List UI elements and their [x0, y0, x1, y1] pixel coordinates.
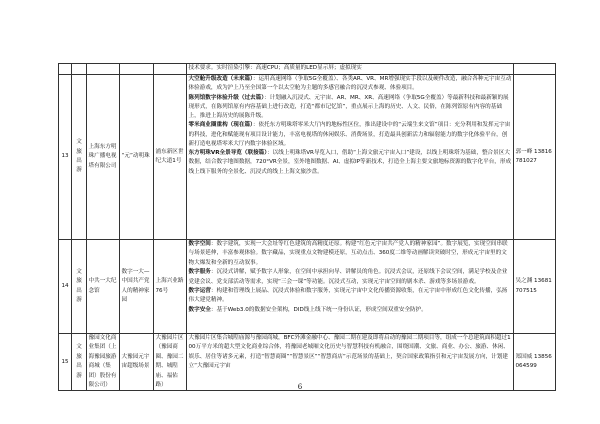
paragraph-title: 陈列馆数字体验升级（过去篇）: [188, 94, 265, 101]
content-paragraph: [189, 334, 512, 372]
cell-contact: 郑国威 13856064599: [514, 334, 556, 391]
content-paragraph: 数字运营：构建和管理线上展品、沉浸式体验和数字服务，实现元宇宙中文化传播资源收集，在元宇宙中形成红色文化传播，弘扬伟大建党精神。: [188, 288, 508, 304]
project-table: [58, 63, 556, 391]
paragraph-body: 构建和管理线上展品、沉浸式体验和数字服务，实现元宇宙中文化传播资源收集，在元宇宙中形成红色文化传播，弘扬伟大建党精神。: [188, 288, 508, 304]
paragraph-title: 数字服务: [188, 269, 211, 276]
cell-category: 文旅出游: [72, 240, 87, 334]
paragraph-body: 沉浸式讲解，赋予数字人形象，在空间中承担向导、讲解员的角色。沉浸式会议，还原线下会议空间，满足学校及企业党建会议、党支部活动等需求，实现“三会一课”等功能。沉浸式互动，实现元宇宙空间的剧本杀、游戏等多场景游戏。: [188, 269, 508, 285]
cell-project: 数字一大—中国共产党人的精神家园: [120, 240, 154, 334]
content-paragraph: 陈列馆数字体验升级（过去篇）：计划融入沉浸式、元宇宙、AR、MR、XR、高速网络（争取5G全覆盖）等最新科技和最新颖的展现形式，在陈列馆原有内容基础上进行改造，打造“都市记忆馆”，重点展示上海的历史、人文、民俗，在陈列馆原有内容的基础上，推进上海历史的展陈升级。: [188, 94, 509, 119]
content-paragraph: 数字空间：数字建筑，实现一大会址等红色建筑的高精度还原。构建“红色元宇宙共产党人的精神家园”。数字展览，实现空间串联与场景延伸，丰富参观体验。数字藏品，实现重点文物建模还原，互动点击、360度二维等动画解读突破时空，形成元宇宙里的文物大爆发和全新的互动叙事。: [188, 241, 508, 266]
paragraph-body: 计划融入沉浸式、元宇宙、AR、MR、XR、高速网络（争取5G全覆盖）等最新科技和最新颖的展现形式，在陈列馆原有内容基础上进行改造，打造“都市记忆馆”，重点展示上海的历史、人文、民俗，在陈列馆原有内容的基础上，推进上海历史的展陈升级。: [188, 94, 509, 119]
paragraph-body: 基于Web3.0的数据安全架构，DID线上线下统一身份认证，形成空间双重安全防护。: [216, 306, 427, 313]
paragraph-body: 以线上明珠塔VR导览入口，借助“上海文旅元宇宙入口”建设，以线上明珠塔为基础，整合景区大数据，结合数字地图数据，720°VR全景，室外地图数据、AI、虚拟IP等新技术，打造全上海主要文旅地标资源的数字化平台，形成线上线下服务的全景化、沉浸式的线上上海文旅沙盘。: [188, 150, 512, 175]
cell-contact: 吴之渊 13681707515: [514, 240, 556, 334]
content-paragraph: 零米商业圈重构（现在篇）：依托东方明珠塔零米大厅内的地标性区位，推出建设中的“云端生来文馆”项目：充分利用和发挥元宇宙的科技，进化和赋能现有项目设计能力，丰富电视塔的休闲娱乐、消费场景，打造最具创新活力和辐射能力的数字化体验平台，创新打造电视塔零米大厅内数字体验区域。: [188, 122, 511, 147]
paragraph-body: 大豫园片区集合城隍庙源与豫园商城，BFC外滩金融中心、豫园二期在建及即将启动的豫园二期项目等，组成一个总建筑面积超过100万平方米的超大型文化商业综合体，将豫园老城厢文化历史与智慧科技有机融合，围绕国潮、文旅、商业、办公、旅游、休闲、娱乐、居住等诸多元素，打造“智慧商圈”“智慧景区”“智慧商店”示范场景的基础上，契合国家政策指引和元宇宙发展方向，计划建立“大豫园元宇宙: [188, 335, 511, 370]
cell-category: 文旅出游: [72, 75, 87, 240]
paragraph-body: 依托东方明珠塔零米大厅内的地标性区位，推出建设中的“云端生来文馆”项目：充分利用和发挥元宇宙的科技，进化和赋能现有项目设计能力，丰富电视塔的休闲娱乐、消费场景，打造最具创新活力和辐射能力的数字化体验平台，创新打造电视塔零米大厅内数字体验区域。: [188, 122, 511, 147]
cell-project: 大豫园元宇宙超级场景: [120, 334, 154, 391]
cell-organization: 豫园文化商业集团（上海豫园旅游商城（集团）股份有限公司）: [87, 334, 120, 391]
cell-content: [187, 75, 514, 240]
cell-location: 浦东新区世纪大道1号: [154, 75, 187, 240]
content-paragraph: 数字服务：沉浸式讲解，赋予数字人形象，在空间中承担向导、讲解员的角色。沉浸式会议，还原线下会议空间，满足学校及企业党建会议、党支部活动等需求，实现“三会一课”等功能。沉浸式互动，实现元宇宙空间的剧本杀、游戏等多场景游戏。: [188, 269, 508, 285]
paragraph-title: 零米商业圈重构（现在篇）: [188, 122, 253, 129]
cell-number: 14: [59, 240, 72, 334]
paragraph-body: 数字建筑，实现一大会址等红色建筑的高精度还原。构建“红色元宇宙共产党人的精神家园”。数字展览，实现空间串联与场景延伸，丰富参观体验。数字藏品，实现重点文物建模还原，互动点击、360度二维等动画解读突破时空，形成元宇宙里的文物大爆发和全新的互动叙事。: [188, 241, 508, 266]
table-row: [59, 240, 556, 334]
content-paragraph: 大空舱升级改造（未来篇）：运用高速网络（争取5G全覆盖）、各类AR、VR、MR增强现实手段以及硬件改造，融合各种元宇宙互动体验游戏，成为沪上乃至全国第一个以太空舱为主题的多感官融合的沉浸式参观、体验项目。: [188, 76, 512, 92]
cell-category: 文旅出游: [72, 334, 87, 391]
cell-content: [187, 240, 514, 334]
page-number: 6: [297, 383, 303, 391]
paragraph-title: 数字安全: [188, 306, 211, 313]
cell-number: 13: [59, 75, 72, 240]
cell-organization: 上海东方明珠广播电视塔有限公司: [87, 75, 120, 240]
table-row: [59, 75, 556, 240]
paragraph-title: 大空舱升级改造（未来篇）: [188, 76, 253, 82]
paragraph-title: 数字空间: [188, 241, 211, 247]
cell-organization: 中共一大纪念馆: [87, 240, 120, 334]
cell-location: 大豫园片区（豫园商圈、豫园二期、城隍庙、福佑路）: [154, 334, 187, 391]
cell-contact: 郭一峰 13816781027: [514, 75, 556, 240]
cell-content: 技术要求。实时渲染引擎：高速CPU；高质量的LED显示屏；虚拟现实: [187, 64, 514, 75]
content-paragraph: 数字安全：基于Web3.0的数据安全架构，DID线上线下统一身份认证，形成空间双重安全防护。: [188, 306, 427, 313]
paragraph-title: 东方明珠VR全景导览（联接篇）: [188, 150, 268, 156]
paragraph-body: 运用高速网络（争取5G全覆盖）、各类AR、VR、MR增强现实手段以及硬件改造，融合各种元宇宙互动体验游戏，成为沪上乃至全国第一个以太空舱为主题的多感官融合的沉浸式参观、体验项目。: [188, 76, 512, 92]
table-row-continued: [59, 64, 556, 75]
paragraph-title: 数字运营: [188, 288, 211, 295]
cell-number: 15: [59, 334, 72, 391]
cell-project: “元”动明珠: [120, 75, 154, 240]
cell-location: 上海兴业路76号: [154, 240, 187, 334]
content-paragraph: 东方明珠VR全景导览（联接篇）：以线上明珠塔VR导览入口，借助“上海文旅元宇宙入口”建设，以线上明珠塔为基础，整合景区大数据，结合数字地图数据，720°VR全景，室外地图数据、AI、虚拟IP等新技术，打造全上海主要文旅地标资源的数字化平台，形成线上线下服务的全景化、沉浸式的线上上海文旅沙盘。: [188, 150, 512, 175]
